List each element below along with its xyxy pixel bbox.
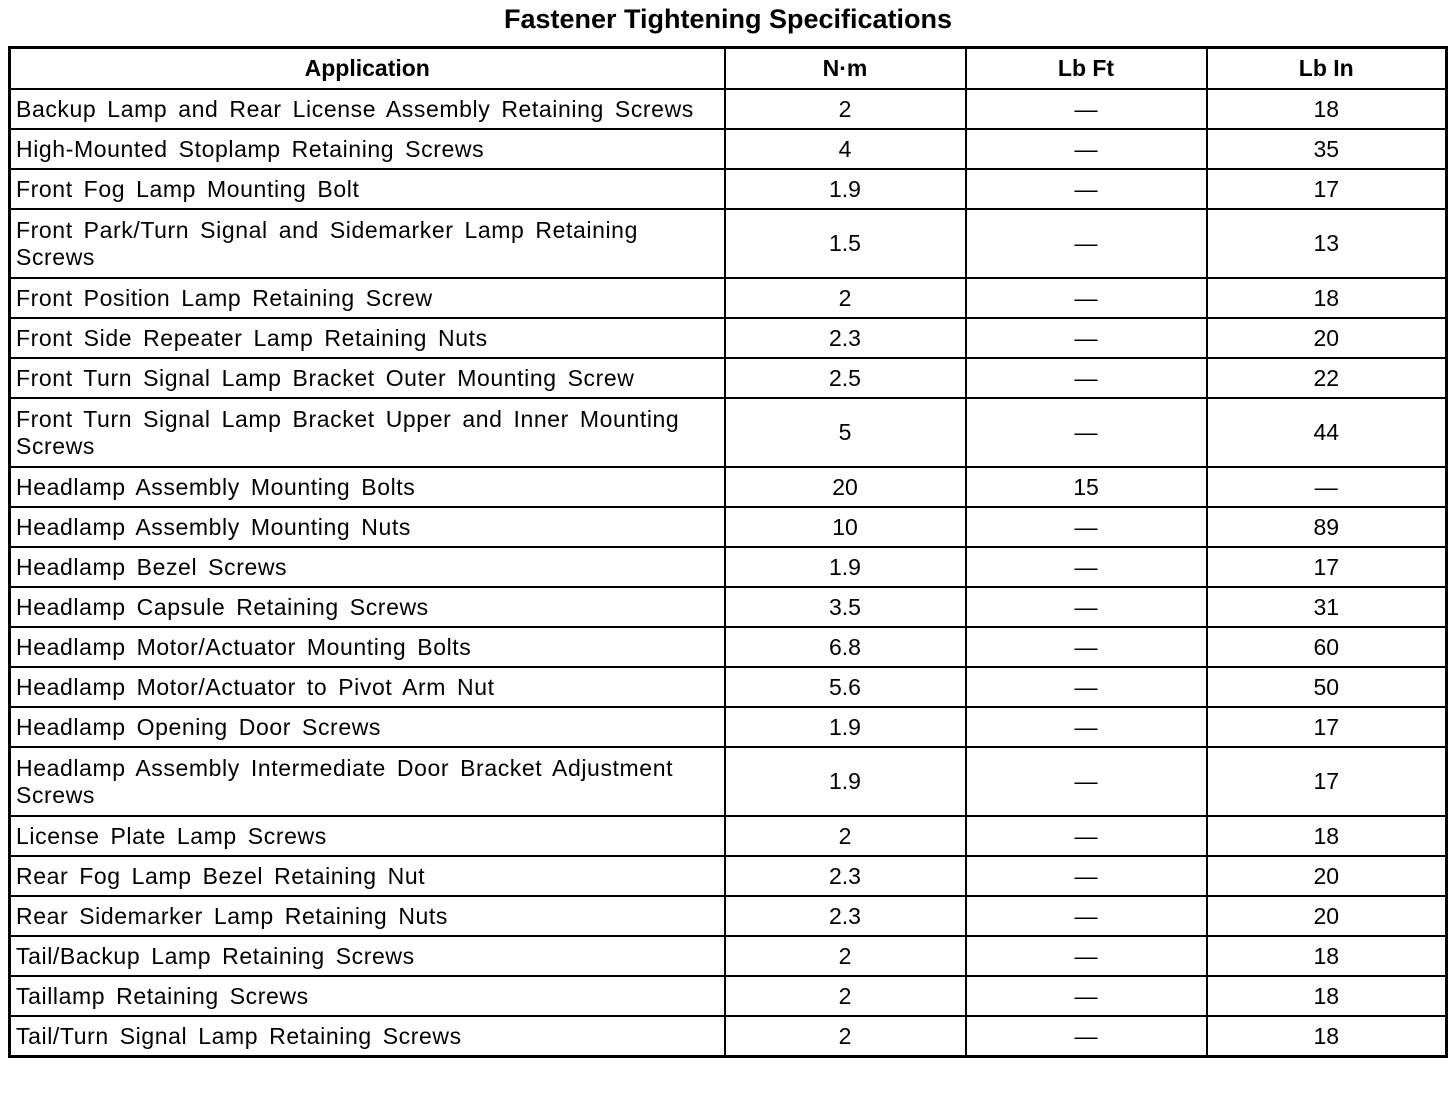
table-row [10, 398, 1447, 467]
cell-lbft: — [966, 856, 1207, 896]
cell-application: Front Fog Lamp Mounting Bolt [10, 169, 725, 209]
header-application: Application [10, 48, 725, 90]
cell-lbin: 22 [1207, 358, 1447, 398]
cell-nm: 2.3 [725, 318, 966, 358]
cell-lbft: — [966, 398, 1207, 467]
cell-nm: 10 [725, 507, 966, 547]
table-row [10, 358, 1447, 398]
cell-application: Taillamp Retaining Screws [10, 976, 725, 1016]
cell-lbin: 18 [1207, 816, 1447, 856]
cell-application: Headlamp Assembly Intermediate Door Bracket Adjustment Screws [10, 747, 725, 816]
cell-lbft: — [966, 747, 1207, 816]
cell-application: Rear Sidemarker Lamp Retaining Nuts [10, 896, 725, 936]
cell-lbft: — [966, 358, 1207, 398]
table-row [10, 816, 1447, 856]
cell-nm: 5 [725, 398, 966, 467]
cell-lbft: — [966, 936, 1207, 976]
cell-nm: 5.6 [725, 667, 966, 707]
cell-lbin: 18 [1207, 936, 1447, 976]
cell-lbin: 17 [1207, 547, 1447, 587]
cell-nm: 2.3 [725, 896, 966, 936]
table-row [10, 547, 1447, 587]
cell-lbft: — [966, 209, 1207, 278]
cell-lbft: — [966, 129, 1207, 169]
table-row [10, 667, 1447, 707]
table-row [10, 278, 1447, 318]
cell-application: Rear Fog Lamp Bezel Retaining Nut [10, 856, 725, 896]
cell-application: Front Turn Signal Lamp Bracket Outer Mounting Screw [10, 358, 725, 398]
cell-application: Front Position Lamp Retaining Screw [10, 278, 725, 318]
header-nm: N·m [725, 48, 966, 90]
cell-nm: 20 [725, 467, 966, 507]
cell-application: License Plate Lamp Screws [10, 816, 725, 856]
cell-nm: 1.9 [725, 747, 966, 816]
cell-nm: 2 [725, 976, 966, 1016]
cell-application: Tail/Turn Signal Lamp Retaining Screws [10, 1016, 725, 1057]
cell-application: Headlamp Motor/Actuator Mounting Bolts [10, 627, 725, 667]
cell-application: Backup Lamp and Rear License Assembly Retaining Screws [10, 89, 725, 129]
cell-lbin: 44 [1207, 398, 1447, 467]
table-row [10, 1016, 1447, 1057]
cell-nm: 2 [725, 89, 966, 129]
cell-nm: 1.9 [725, 707, 966, 747]
table-row [10, 129, 1447, 169]
cell-lbin: 18 [1207, 1016, 1447, 1057]
cell-lbft: — [966, 278, 1207, 318]
cell-lbft: — [966, 89, 1207, 129]
cell-nm: 2.3 [725, 856, 966, 896]
spec-table [8, 46, 1448, 1058]
cell-lbft: — [966, 318, 1207, 358]
cell-nm: 3.5 [725, 587, 966, 627]
cell-nm: 2 [725, 936, 966, 976]
cell-nm: 2.5 [725, 358, 966, 398]
cell-lbin: 31 [1207, 587, 1447, 627]
cell-nm: 4 [725, 129, 966, 169]
cell-nm: 1.9 [725, 547, 966, 587]
table-row [10, 936, 1447, 976]
cell-application: Headlamp Assembly Mounting Nuts [10, 507, 725, 547]
cell-application: Front Park/Turn Signal and Sidemarker Lamp Retaining Screws [10, 209, 725, 278]
table-row [10, 507, 1447, 547]
table-row [10, 89, 1447, 129]
table-row [10, 856, 1447, 896]
cell-application: High-Mounted Stoplamp Retaining Screws [10, 129, 725, 169]
cell-lbin: 20 [1207, 856, 1447, 896]
cell-lbft: — [966, 667, 1207, 707]
table-row [10, 627, 1447, 667]
cell-lbin: 35 [1207, 129, 1447, 169]
cell-lbft: — [966, 816, 1207, 856]
cell-lbin: 13 [1207, 209, 1447, 278]
page-title: Fastener Tightening Specifications [503, 4, 953, 34]
table-row [10, 976, 1447, 1016]
cell-lbin: 17 [1207, 707, 1447, 747]
cell-application: Headlamp Capsule Retaining Screws [10, 587, 725, 627]
cell-lbin: 20 [1207, 318, 1447, 358]
cell-application: Headlamp Assembly Mounting Bolts [10, 467, 725, 507]
cell-application: Front Turn Signal Lamp Bracket Upper and Inner Mounting Screws [10, 398, 725, 467]
cell-nm: 1.9 [725, 169, 966, 209]
table-row [10, 209, 1447, 278]
cell-lbft: — [966, 507, 1207, 547]
cell-lbin: 17 [1207, 169, 1447, 209]
cell-application: Headlamp Opening Door Screws [10, 707, 725, 747]
cell-lbin: — [1207, 467, 1447, 507]
cell-application: Headlamp Bezel Screws [10, 547, 725, 587]
header-row [10, 48, 1447, 90]
cell-nm: 2 [725, 816, 966, 856]
cell-lbft: — [966, 976, 1207, 1016]
cell-application: Front Side Repeater Lamp Retaining Nuts [10, 318, 725, 358]
cell-nm: 2 [725, 1016, 966, 1057]
cell-nm: 2 [725, 278, 966, 318]
spec-table-body [10, 89, 1447, 1057]
table-row [10, 587, 1447, 627]
cell-lbft: — [966, 896, 1207, 936]
cell-lbft: — [966, 1016, 1207, 1057]
cell-lbin: 17 [1207, 747, 1447, 816]
cell-lbin: 89 [1207, 507, 1447, 547]
cell-lbin: 18 [1207, 89, 1447, 129]
cell-lbft: — [966, 707, 1207, 747]
table-row [10, 467, 1447, 507]
cell-lbft: — [966, 627, 1207, 667]
cell-lbft: 15 [966, 467, 1207, 507]
table-row [10, 707, 1447, 747]
cell-lbin: 60 [1207, 627, 1447, 667]
table-row [10, 318, 1447, 358]
cell-lbft: — [966, 587, 1207, 627]
cell-lbin: 20 [1207, 896, 1447, 936]
header-lbft: Lb Ft [966, 48, 1207, 90]
header-lbin: Lb In [1207, 48, 1447, 90]
cell-nm: 1.5 [725, 209, 966, 278]
cell-lbin: 50 [1207, 667, 1447, 707]
table-row [10, 169, 1447, 209]
table-row [10, 747, 1447, 816]
cell-application: Tail/Backup Lamp Retaining Screws [10, 936, 725, 976]
cell-lbft: — [966, 169, 1207, 209]
cell-lbft: — [966, 547, 1207, 587]
cell-nm: 6.8 [725, 627, 966, 667]
table-row [10, 896, 1447, 936]
cell-lbin: 18 [1207, 976, 1447, 1016]
cell-application: Headlamp Motor/Actuator to Pivot Arm Nut [10, 667, 725, 707]
cell-lbin: 18 [1207, 278, 1447, 318]
